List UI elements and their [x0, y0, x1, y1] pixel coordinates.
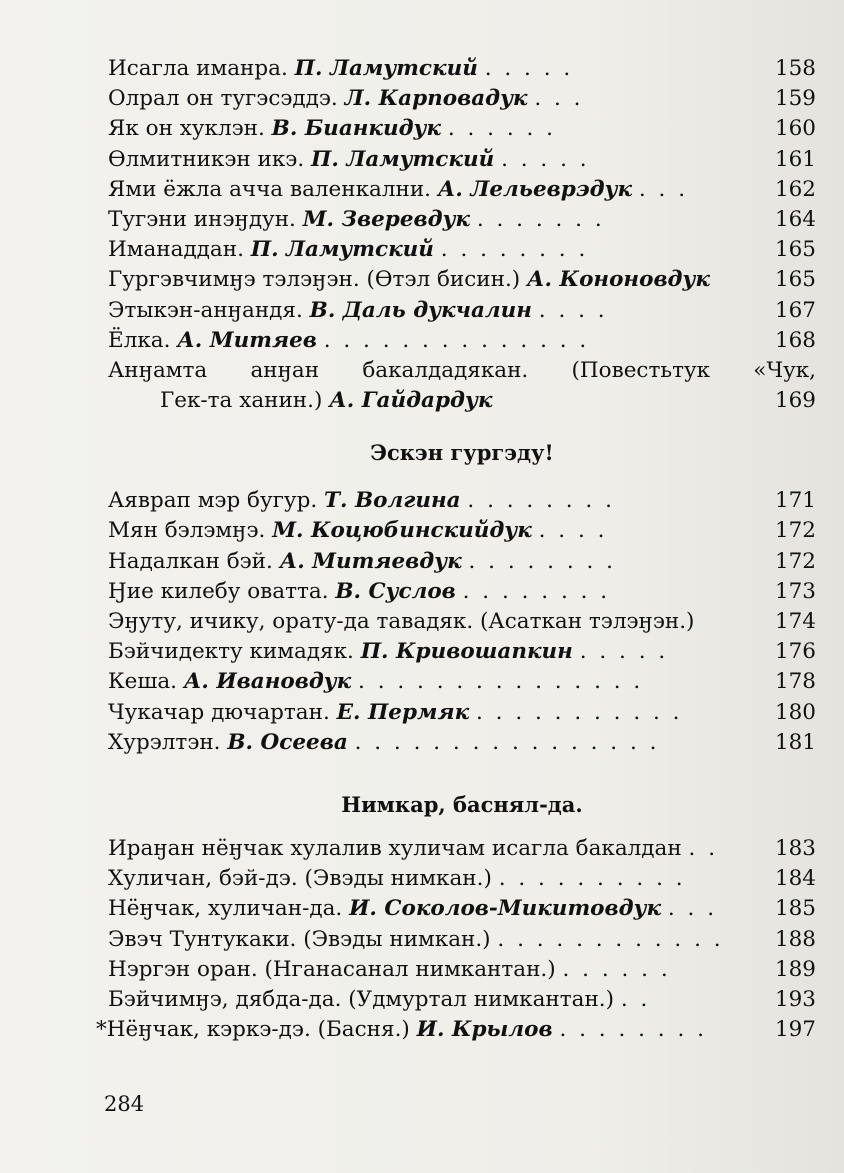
entry-page: 162 — [774, 176, 816, 202]
entry-title: Як он хуклэн. — [108, 116, 265, 142]
entry-page: 165 — [774, 267, 816, 293]
section-title: Эскэн гургэду! — [370, 440, 554, 466]
entry-author: И. Крылов — [416, 1017, 553, 1043]
leader-dots: . . . . . — [579, 639, 669, 665]
leader-dots: . . . . . . — [562, 956, 671, 982]
entry-title: Эӈуту, ичику, орату-да тавадяк. (Асаткан тэлэӈэн.) — [108, 609, 695, 635]
toc-entry — [108, 114, 816, 144]
entry-page: 159 — [774, 86, 816, 112]
leader-dots: . . . . . . . . — [559, 1017, 707, 1043]
entry-page: 174 — [774, 609, 816, 635]
entry-title: Бэйчидекту кимадяк. — [108, 639, 354, 665]
entry-page: 193 — [774, 986, 816, 1012]
entry-title: Өлмитникэн икэ. — [108, 146, 305, 172]
toc-entry — [108, 667, 816, 697]
leader-dots: . . . . . . . — [476, 206, 605, 232]
toc-entry — [108, 698, 816, 728]
entry-title: Ями ёжла аччa валенкални. — [108, 176, 432, 202]
entry-title: Ираӈан нёӈчак хулалив хуличам исагла бакалдан — [108, 835, 682, 861]
entry-title: Гургэвчимӈэ тэлэӈэн. (Өтэл бисин.) — [108, 267, 521, 293]
entry-page: 169 — [774, 388, 816, 414]
entry-page: 172 — [774, 548, 816, 574]
entry-title: Олрал он тугэсэддэ. — [108, 86, 338, 112]
toc-entry — [108, 296, 816, 326]
entry-title: Нёӈчак, хуличан-да. — [108, 896, 343, 922]
entry-author: Т. Волгина — [324, 488, 461, 514]
entry-title: Этыкэн-анӈандя. — [108, 297, 303, 323]
leader-dots: . . . . . . . . . . . . . . . — [358, 669, 644, 695]
entry-page: 172 — [774, 518, 816, 544]
leader-dots: . . . . — [538, 518, 608, 544]
entry-page: 164 — [774, 206, 816, 232]
toc-entry — [108, 265, 816, 295]
entry-author: М. Коцюбинскийдук — [272, 518, 532, 544]
entry-title: Чукачар дючартан. — [108, 699, 330, 725]
toc-entry — [108, 637, 816, 667]
toc-entry — [108, 516, 816, 546]
entry-page: 158 — [774, 56, 816, 81]
toc-entry — [96, 1015, 816, 1045]
entry-title: Бэйчимӈэ, дябда-да. (Удмуртал нимкантан.) — [108, 986, 615, 1012]
entry-page: 178 — [774, 669, 816, 695]
leader-dots: . . . . . . . . — [440, 237, 589, 263]
toc-entry — [108, 145, 816, 175]
entry-title: Ӈие килебу оватта. — [108, 578, 329, 604]
entry-author: А. Митяев — [177, 327, 317, 353]
leader-dots: . . . . . . . . — [468, 548, 616, 574]
leader-dots: . . . . . . . . . . . — [475, 699, 683, 725]
entry-title: Нэргэн оран. (Нганасанал нимкантан.) — [108, 956, 556, 982]
toc-entry — [108, 728, 816, 758]
toc-entry — [108, 326, 816, 356]
toc-entry — [108, 547, 816, 577]
entry-title: Кеша. — [108, 669, 178, 695]
entry-page: 181 — [774, 729, 816, 755]
entry-author: В. Суслов — [335, 578, 456, 604]
toc-entry — [108, 894, 816, 924]
entry-author: П. Ламутский — [250, 237, 434, 263]
leader-dots: . . . . . . . . — [467, 488, 615, 514]
toc-entry — [108, 577, 816, 607]
toc-entry — [108, 864, 816, 894]
entry-title: Аяврап мэр бугур. — [108, 488, 318, 514]
entry-author: Е. Пермяк — [336, 699, 470, 725]
entry-page: 165 — [774, 237, 816, 263]
leader-dots: . . . . . . . . . . — [498, 866, 686, 892]
entry-title: Надалкан бэй. — [108, 548, 273, 574]
entry-author: А. Ивановдук — [183, 669, 352, 695]
entry-author: П. Ламутский — [294, 56, 478, 81]
entry-author: А. Лельеврэдук — [437, 176, 633, 202]
entry-title: Иманаддан. — [108, 237, 244, 263]
leader-dots: . . . — [638, 176, 689, 202]
entry-page: 197 — [774, 1017, 816, 1043]
toc-entry — [108, 985, 816, 1015]
leader-dots: . . . . — [538, 297, 608, 323]
entry-title-line1: Анӈамта анӈан бакалдадякан. (Повестьтук «Чук, — [108, 357, 816, 383]
entry-author: П. Ламутский — [311, 146, 495, 172]
entry-page: 180 — [774, 699, 816, 725]
leader-dots: . . — [688, 835, 719, 861]
leader-dots: . . . . . . — [447, 116, 556, 142]
leader-dots: . . — [620, 986, 651, 1012]
entry-author: В. Бианкидук — [271, 116, 441, 142]
entry-page: 160 — [774, 116, 816, 142]
entry-author: М. Зверевдук — [302, 206, 470, 232]
entry-title: Эвэч Тунтукаки. (Эвэды нимкан.) — [108, 926, 491, 952]
leader-dots: . . . . . . . . . . . . — [497, 926, 724, 952]
entry-page: 167 — [774, 297, 816, 323]
section-title: Нимкар, баснял-да. — [341, 791, 583, 817]
leader-dots: . . . . . . . . . . . . . . . . — [354, 729, 660, 755]
entry-author: В. Даль дукчалин — [309, 297, 532, 323]
entry-title: Тугэни инэӈдун. — [108, 206, 296, 232]
entry-page: 184 — [774, 866, 816, 892]
toc-entry — [108, 356, 816, 416]
entry-page: 188 — [774, 926, 816, 952]
leader-dots: . . . — [667, 896, 718, 922]
entry-author: И. Соколов-Микитовдук — [349, 896, 662, 922]
entry-page: 185 — [774, 896, 816, 922]
page-number: 284 — [104, 1092, 145, 1116]
entry-page: 168 — [774, 327, 816, 353]
entry-title: *Нёӈчак, кэркэ-дэ. (Басня.) — [96, 1017, 410, 1043]
entry-title: Исагла иманра. — [108, 56, 288, 81]
entry-author: П. Кривошапкин — [360, 639, 573, 665]
entry-title: Ёлка. — [108, 327, 171, 353]
leader-dots: . . . — [534, 86, 584, 112]
leader-dots: . . . . . . . . — [462, 578, 611, 604]
toc-entry — [108, 235, 816, 265]
entry-page: 176 — [774, 639, 816, 665]
toc-entry — [108, 607, 816, 637]
entry-page: 183 — [774, 835, 816, 861]
toc-entry — [108, 84, 816, 114]
toc-entry — [108, 175, 816, 205]
entry-title: Мян бэлэмӈэ. — [108, 518, 266, 544]
leader-dots: . . . . . . . . . . . . . . — [323, 327, 590, 353]
entry-page: 171 — [774, 488, 816, 514]
leader-dots: . . . . . — [501, 146, 590, 172]
entry-author: А. Митяевдук — [279, 548, 462, 574]
toc-entry — [108, 486, 816, 516]
toc-entry — [108, 955, 816, 985]
toc-entry — [108, 925, 816, 955]
toc-entry — [108, 205, 816, 235]
leader-dots: . . . . . — [484, 56, 574, 81]
entry-page: 189 — [774, 956, 816, 982]
table-of-contents — [96, 54, 816, 1045]
entry-title-line2: Гек-та ханин.) — [160, 388, 323, 414]
entry-author: А. Гайдардук — [329, 388, 493, 414]
entry-title: Хуличан, бэй-дэ. (Эвэды нимкан.) — [108, 866, 492, 892]
entry-author: Л. Карповадук — [344, 86, 528, 112]
entry-author: А. Кононовдук — [527, 267, 710, 293]
entry-title: Хурэлтэн. — [108, 729, 221, 755]
toc-entry — [108, 54, 816, 84]
toc-entry — [108, 834, 816, 864]
entry-page: 161 — [774, 146, 816, 172]
entry-author: В. Осеева — [227, 729, 348, 755]
entry-page: 173 — [774, 578, 816, 604]
